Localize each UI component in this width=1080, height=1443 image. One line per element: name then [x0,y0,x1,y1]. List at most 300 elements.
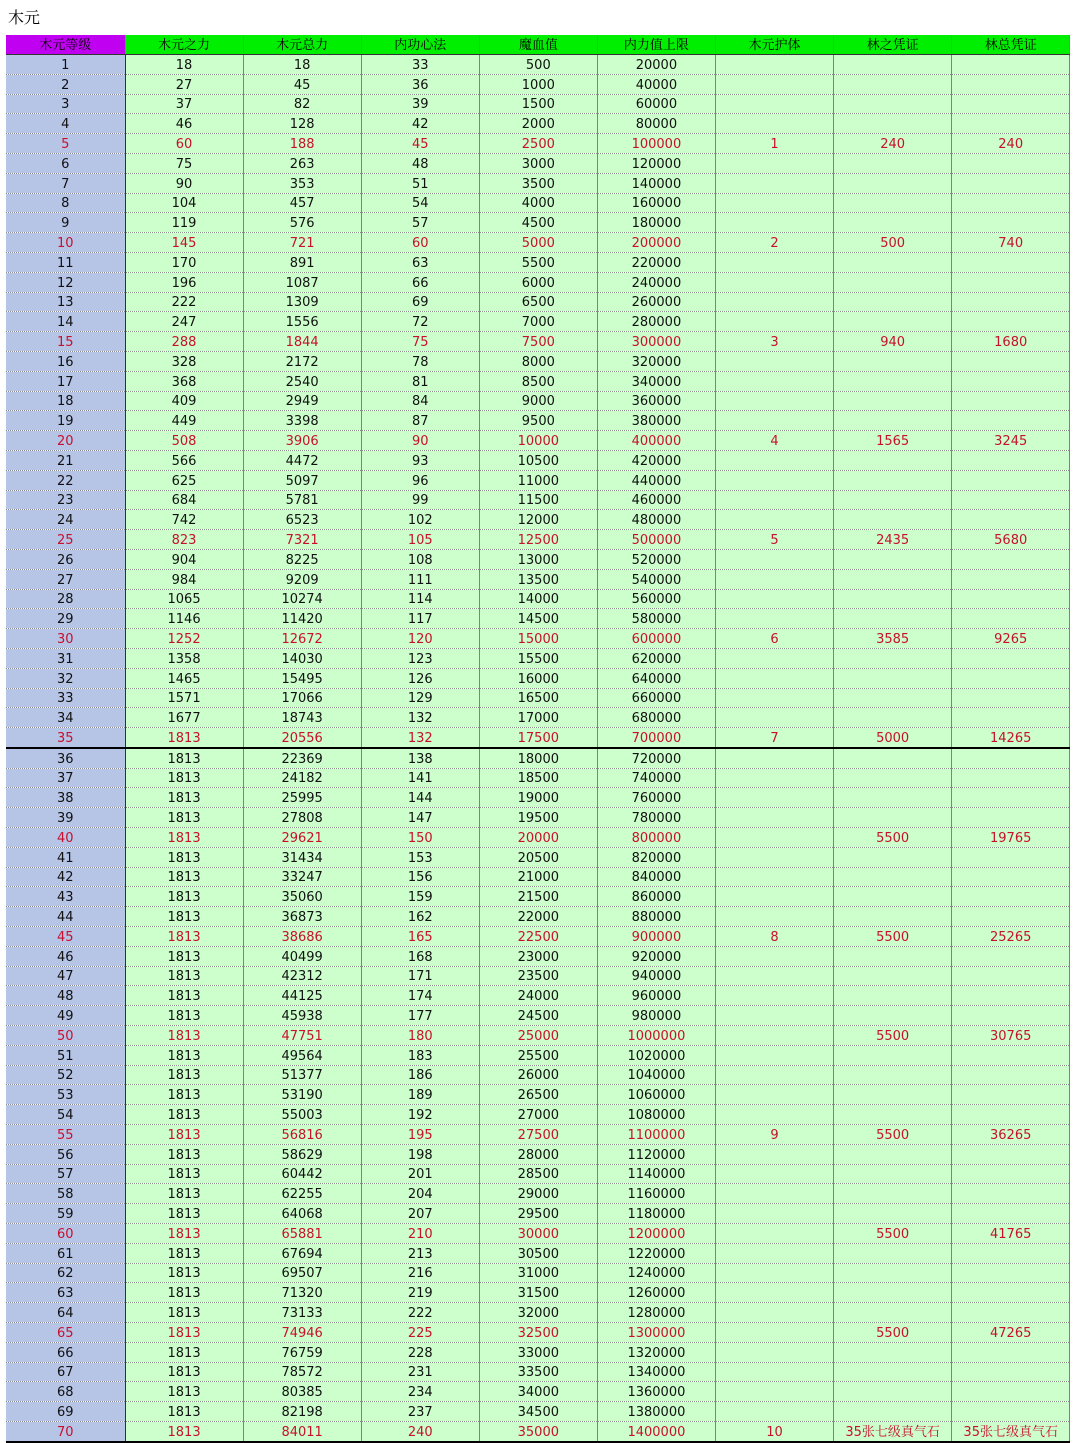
cell-level[interactable]: 16 [6,351,125,371]
cell-forest-token[interactable]: 940 [834,332,952,352]
cell-forest-total-token[interactable]: 240 [952,134,1070,154]
cell-forest-total-token[interactable]: 1680 [952,332,1070,352]
cell-blood-value[interactable]: 4500 [479,213,597,233]
cell-inner-skill[interactable]: 141 [361,768,479,788]
cell-total-power[interactable]: 263 [243,153,361,173]
cell-forest-total-token[interactable] [952,946,1070,966]
cell-forest-token[interactable] [834,94,952,114]
cell-forest-total-token[interactable] [952,55,1070,75]
cell-inner-force-max[interactable]: 1180000 [597,1204,715,1224]
cell-forest-total-token[interactable] [952,193,1070,213]
cell-forest-total-token[interactable] [952,1006,1070,1026]
cell-guard[interactable]: 7 [715,728,833,748]
cell-inner-skill[interactable]: 168 [361,946,479,966]
cell-forest-total-token[interactable]: 35张七级真气石 [952,1421,1070,1441]
cell-guard[interactable] [715,688,833,708]
cell-blood-value[interactable]: 16500 [479,688,597,708]
cell-blood-value[interactable]: 34000 [479,1382,597,1402]
cell-guard[interactable]: 6 [715,629,833,649]
cell-inner-force-max[interactable]: 1000000 [597,1026,715,1046]
cell-power[interactable]: 247 [125,312,243,332]
cell-inner-skill[interactable]: 156 [361,867,479,887]
cell-forest-total-token[interactable] [952,490,1070,510]
cell-inner-force-max[interactable]: 360000 [597,391,715,411]
cell-forest-token[interactable] [834,1362,952,1382]
cell-forest-token[interactable] [834,668,952,688]
cell-level[interactable]: 20 [6,431,125,451]
cell-level[interactable]: 23 [6,490,125,510]
cell-inner-force-max[interactable]: 420000 [597,450,715,470]
cell-total-power[interactable]: 78572 [243,1362,361,1382]
cell-forest-token[interactable] [834,490,952,510]
cell-inner-force-max[interactable]: 680000 [597,708,715,728]
cell-forest-total-token[interactable] [952,808,1070,828]
cell-forest-token[interactable] [834,510,952,530]
cell-total-power[interactable]: 10274 [243,589,361,609]
cell-forest-token[interactable] [834,391,952,411]
cell-blood-value[interactable]: 7000 [479,312,597,332]
cell-level[interactable]: 56 [6,1144,125,1164]
cell-guard[interactable] [715,1065,833,1085]
cell-power[interactable]: 1252 [125,629,243,649]
cell-forest-token[interactable] [834,589,952,609]
cell-power[interactable]: 1813 [125,1105,243,1125]
cell-total-power[interactable]: 1309 [243,292,361,312]
cell-power[interactable]: 1465 [125,668,243,688]
cell-level[interactable]: 42 [6,867,125,887]
cell-power[interactable]: 145 [125,233,243,253]
cell-forest-token[interactable] [834,351,952,371]
cell-level[interactable]: 52 [6,1065,125,1085]
cell-forest-token[interactable] [834,748,952,768]
cell-guard[interactable]: 10 [715,1421,833,1441]
cell-power[interactable]: 449 [125,411,243,431]
cell-blood-value[interactable]: 18500 [479,768,597,788]
cell-total-power[interactable]: 18743 [243,708,361,728]
cell-forest-total-token[interactable] [952,867,1070,887]
cell-forest-total-token[interactable] [952,213,1070,233]
cell-power[interactable]: 1813 [125,1164,243,1184]
cell-forest-token[interactable] [834,1243,952,1263]
cell-power[interactable]: 1813 [125,1204,243,1224]
cell-power[interactable]: 1813 [125,966,243,986]
cell-guard[interactable] [715,748,833,768]
cell-forest-token[interactable] [834,312,952,332]
cell-forest-total-token[interactable] [952,94,1070,114]
cell-forest-token[interactable] [834,213,952,233]
cell-inner-force-max[interactable]: 160000 [597,193,715,213]
cell-blood-value[interactable]: 5500 [479,252,597,272]
cell-forest-token[interactable] [834,1144,952,1164]
cell-level[interactable]: 25 [6,530,125,550]
cell-forest-total-token[interactable] [952,966,1070,986]
cell-level[interactable]: 6 [6,153,125,173]
cell-inner-skill[interactable]: 60 [361,233,479,253]
cell-forest-token[interactable] [834,153,952,173]
cell-forest-token[interactable]: 3585 [834,629,952,649]
cell-level[interactable]: 66 [6,1342,125,1362]
cell-forest-total-token[interactable] [952,173,1070,193]
cell-forest-token[interactable] [834,887,952,907]
cell-blood-value[interactable]: 9000 [479,391,597,411]
cell-forest-total-token[interactable] [952,688,1070,708]
cell-guard[interactable] [715,808,833,828]
cell-guard[interactable] [715,193,833,213]
cell-forest-token[interactable]: 500 [834,233,952,253]
cell-power[interactable]: 984 [125,569,243,589]
cell-inner-force-max[interactable]: 100000 [597,134,715,154]
cell-total-power[interactable]: 80385 [243,1382,361,1402]
cell-forest-token[interactable]: 5500 [834,1224,952,1244]
cell-inner-skill[interactable]: 228 [361,1342,479,1362]
cell-guard[interactable] [715,1243,833,1263]
cell-inner-skill[interactable]: 108 [361,549,479,569]
cell-inner-skill[interactable]: 54 [361,193,479,213]
cell-inner-skill[interactable]: 177 [361,1006,479,1026]
cell-level[interactable]: 1 [6,55,125,75]
cell-level[interactable]: 53 [6,1085,125,1105]
cell-blood-value[interactable]: 15500 [479,648,597,668]
cell-forest-total-token[interactable] [952,1402,1070,1422]
cell-guard[interactable] [715,252,833,272]
cell-inner-force-max[interactable]: 960000 [597,986,715,1006]
cell-forest-token[interactable]: 5500 [834,1125,952,1145]
cell-total-power[interactable]: 47751 [243,1026,361,1046]
cell-guard[interactable] [715,272,833,292]
cell-level[interactable]: 2 [6,74,125,94]
cell-total-power[interactable]: 3906 [243,431,361,451]
cell-blood-value[interactable]: 11000 [479,470,597,490]
cell-blood-value[interactable]: 18000 [479,748,597,768]
cell-forest-token[interactable] [834,946,952,966]
cell-power[interactable]: 1813 [125,808,243,828]
cell-power[interactable]: 1065 [125,589,243,609]
cell-power[interactable]: 90 [125,173,243,193]
cell-inner-force-max[interactable]: 620000 [597,648,715,668]
cell-forest-token[interactable] [834,966,952,986]
cell-blood-value[interactable]: 23000 [479,946,597,966]
cell-power[interactable]: 1358 [125,648,243,668]
cell-blood-value[interactable]: 10000 [479,431,597,451]
cell-total-power[interactable]: 576 [243,213,361,233]
cell-level[interactable]: 15 [6,332,125,352]
cell-blood-value[interactable]: 19000 [479,788,597,808]
cell-blood-value[interactable]: 2500 [479,134,597,154]
cell-power[interactable]: 904 [125,549,243,569]
cell-power[interactable]: 170 [125,252,243,272]
cell-blood-value[interactable]: 30000 [479,1224,597,1244]
cell-forest-token[interactable] [834,450,952,470]
cell-forest-total-token[interactable] [952,312,1070,332]
cell-forest-token[interactable] [834,907,952,927]
cell-inner-skill[interactable]: 162 [361,907,479,927]
cell-power[interactable]: 288 [125,332,243,352]
cell-inner-skill[interactable]: 66 [361,272,479,292]
cell-forest-total-token[interactable] [952,470,1070,490]
cell-total-power[interactable]: 2172 [243,351,361,371]
cell-inner-skill[interactable]: 69 [361,292,479,312]
cell-forest-total-token[interactable] [952,114,1070,134]
cell-forest-token[interactable] [834,1204,952,1224]
cell-guard[interactable] [715,1204,833,1224]
cell-forest-token[interactable] [834,292,952,312]
cell-inner-force-max[interactable]: 1200000 [597,1224,715,1244]
cell-power[interactable]: 625 [125,470,243,490]
cell-inner-skill[interactable]: 165 [361,927,479,947]
cell-forest-total-token[interactable]: 3245 [952,431,1070,451]
cell-inner-skill[interactable]: 222 [361,1303,479,1323]
cell-forest-total-token[interactable] [952,153,1070,173]
cell-inner-force-max[interactable]: 580000 [597,609,715,629]
cell-inner-force-max[interactable]: 840000 [597,867,715,887]
cell-forest-token[interactable] [834,1085,952,1105]
cell-level[interactable]: 22 [6,470,125,490]
cell-blood-value[interactable]: 24000 [479,986,597,1006]
cell-blood-value[interactable]: 16000 [479,668,597,688]
cell-blood-value[interactable]: 34500 [479,1402,597,1422]
cell-total-power[interactable]: 45938 [243,1006,361,1026]
cell-inner-skill[interactable]: 51 [361,173,479,193]
cell-forest-total-token[interactable] [952,748,1070,768]
cell-blood-value[interactable]: 22000 [479,907,597,927]
cell-power[interactable]: 1813 [125,1045,243,1065]
cell-forest-total-token[interactable] [952,351,1070,371]
cell-level[interactable]: 17 [6,371,125,391]
cell-total-power[interactable]: 40499 [243,946,361,966]
cell-power[interactable]: 1813 [125,1421,243,1441]
cell-level[interactable]: 8 [6,193,125,213]
cell-forest-total-token[interactable] [952,371,1070,391]
cell-total-power[interactable]: 25995 [243,788,361,808]
cell-forest-token[interactable] [834,470,952,490]
cell-blood-value[interactable]: 20500 [479,847,597,867]
cell-forest-token[interactable] [834,1283,952,1303]
cell-inner-force-max[interactable]: 140000 [597,173,715,193]
cell-guard[interactable] [715,1323,833,1343]
cell-inner-force-max[interactable]: 780000 [597,808,715,828]
cell-inner-force-max[interactable]: 720000 [597,748,715,768]
cell-inner-force-max[interactable]: 280000 [597,312,715,332]
cell-power[interactable]: 1813 [125,1402,243,1422]
cell-power[interactable]: 1813 [125,1323,243,1343]
cell-blood-value[interactable]: 9500 [479,411,597,431]
cell-blood-value[interactable]: 27500 [479,1125,597,1145]
cell-guard[interactable]: 2 [715,233,833,253]
cell-forest-token[interactable] [834,569,952,589]
cell-power[interactable]: 1813 [125,946,243,966]
cell-guard[interactable] [715,450,833,470]
cell-forest-total-token[interactable] [952,549,1070,569]
cell-inner-skill[interactable]: 213 [361,1243,479,1263]
cell-forest-total-token[interactable] [952,708,1070,728]
cell-blood-value[interactable]: 4000 [479,193,597,213]
cell-total-power[interactable]: 9209 [243,569,361,589]
cell-inner-force-max[interactable]: 980000 [597,1006,715,1026]
cell-guard[interactable] [715,173,833,193]
cell-guard[interactable] [715,510,833,530]
cell-total-power[interactable]: 65881 [243,1224,361,1244]
cell-inner-skill[interactable]: 57 [361,213,479,233]
cell-inner-skill[interactable]: 240 [361,1421,479,1441]
cell-forest-total-token[interactable] [952,1382,1070,1402]
cell-blood-value[interactable]: 3500 [479,173,597,193]
cell-forest-total-token[interactable] [952,569,1070,589]
cell-forest-total-token[interactable]: 19765 [952,828,1070,848]
cell-level[interactable]: 7 [6,173,125,193]
header-level[interactable]: 木元等级 [6,35,125,55]
cell-inner-force-max[interactable]: 940000 [597,966,715,986]
cell-guard[interactable]: 9 [715,1125,833,1145]
cell-forest-total-token[interactable] [952,609,1070,629]
cell-power[interactable]: 1813 [125,1224,243,1244]
cell-inner-skill[interactable]: 96 [361,470,479,490]
cell-total-power[interactable]: 353 [243,173,361,193]
cell-guard[interactable] [715,549,833,569]
cell-guard[interactable] [715,986,833,1006]
cell-guard[interactable] [715,867,833,887]
cell-blood-value[interactable]: 8500 [479,371,597,391]
cell-blood-value[interactable]: 27000 [479,1105,597,1125]
cell-total-power[interactable]: 56816 [243,1125,361,1145]
cell-power[interactable]: 742 [125,510,243,530]
cell-blood-value[interactable]: 14500 [479,609,597,629]
cell-forest-token[interactable]: 5500 [834,1323,952,1343]
cell-level[interactable]: 51 [6,1045,125,1065]
cell-guard[interactable] [715,1263,833,1283]
cell-guard[interactable] [715,668,833,688]
cell-inner-force-max[interactable]: 920000 [597,946,715,966]
cell-forest-total-token[interactable]: 47265 [952,1323,1070,1343]
cell-blood-value[interactable]: 23500 [479,966,597,986]
cell-inner-skill[interactable]: 48 [361,153,479,173]
cell-total-power[interactable]: 1087 [243,272,361,292]
cell-forest-token[interactable] [834,549,952,569]
cell-forest-token[interactable]: 5500 [834,927,952,947]
cell-guard[interactable] [715,55,833,75]
cell-level[interactable]: 43 [6,887,125,907]
cell-inner-force-max[interactable]: 1240000 [597,1263,715,1283]
cell-inner-skill[interactable]: 33 [361,55,479,75]
cell-guard[interactable] [715,213,833,233]
cell-inner-skill[interactable]: 36 [361,74,479,94]
cell-inner-skill[interactable]: 87 [361,411,479,431]
cell-level[interactable]: 60 [6,1224,125,1244]
cell-blood-value[interactable]: 25000 [479,1026,597,1046]
cell-total-power[interactable]: 82198 [243,1402,361,1422]
cell-guard[interactable] [715,1402,833,1422]
cell-power[interactable]: 1813 [125,1184,243,1204]
cell-level[interactable]: 19 [6,411,125,431]
cell-forest-token[interactable]: 2435 [834,530,952,550]
cell-total-power[interactable]: 18 [243,55,361,75]
cell-inner-force-max[interactable]: 1020000 [597,1045,715,1065]
cell-inner-force-max[interactable]: 820000 [597,847,715,867]
cell-forest-token[interactable]: 35张七级真气石 [834,1421,952,1441]
cell-inner-skill[interactable]: 198 [361,1144,479,1164]
cell-forest-token[interactable] [834,788,952,808]
cell-blood-value[interactable]: 12500 [479,530,597,550]
cell-guard[interactable]: 3 [715,332,833,352]
cell-inner-force-max[interactable]: 900000 [597,927,715,947]
cell-inner-skill[interactable]: 105 [361,530,479,550]
cell-inner-force-max[interactable]: 180000 [597,213,715,233]
cell-forest-token[interactable] [834,173,952,193]
cell-inner-skill[interactable]: 90 [361,431,479,451]
cell-inner-skill[interactable]: 174 [361,986,479,1006]
cell-forest-total-token[interactable] [952,411,1070,431]
cell-inner-force-max[interactable]: 40000 [597,74,715,94]
cell-level[interactable]: 58 [6,1184,125,1204]
cell-guard[interactable] [715,569,833,589]
cell-inner-skill[interactable]: 159 [361,887,479,907]
header-inner-skill[interactable]: 内功心法 [361,35,479,55]
cell-inner-force-max[interactable]: 740000 [597,768,715,788]
cell-blood-value[interactable]: 13000 [479,549,597,569]
cell-level[interactable]: 48 [6,986,125,1006]
cell-inner-force-max[interactable]: 1060000 [597,1085,715,1105]
cell-inner-force-max[interactable]: 500000 [597,530,715,550]
cell-blood-value[interactable]: 13500 [479,569,597,589]
cell-power[interactable]: 1813 [125,1362,243,1382]
cell-guard[interactable]: 8 [715,927,833,947]
cell-forest-total-token[interactable] [952,648,1070,668]
cell-total-power[interactable]: 1844 [243,332,361,352]
cell-inner-skill[interactable]: 207 [361,1204,479,1224]
cell-inner-force-max[interactable]: 400000 [597,431,715,451]
cell-blood-value[interactable]: 8000 [479,351,597,371]
cell-total-power[interactable]: 33247 [243,867,361,887]
cell-total-power[interactable]: 4472 [243,450,361,470]
cell-inner-skill[interactable]: 189 [361,1085,479,1105]
cell-inner-force-max[interactable]: 340000 [597,371,715,391]
cell-inner-skill[interactable]: 153 [361,847,479,867]
cell-power[interactable]: 37 [125,94,243,114]
cell-level[interactable]: 4 [6,114,125,134]
cell-blood-value[interactable]: 26500 [479,1085,597,1105]
cell-blood-value[interactable]: 500 [479,55,597,75]
cell-guard[interactable] [715,946,833,966]
cell-power[interactable]: 196 [125,272,243,292]
cell-inner-force-max[interactable]: 760000 [597,788,715,808]
cell-power[interactable]: 222 [125,292,243,312]
cell-forest-token[interactable] [834,1342,952,1362]
cell-level[interactable]: 30 [6,629,125,649]
cell-guard[interactable] [715,1045,833,1065]
cell-forest-total-token[interactable] [952,1283,1070,1303]
cell-forest-token[interactable]: 5500 [834,828,952,848]
cell-inner-skill[interactable]: 147 [361,808,479,828]
cell-forest-total-token[interactable] [952,1342,1070,1362]
cell-blood-value[interactable]: 28500 [479,1164,597,1184]
cell-level[interactable]: 27 [6,569,125,589]
cell-inner-force-max[interactable]: 880000 [597,907,715,927]
cell-level[interactable]: 44 [6,907,125,927]
cell-guard[interactable] [715,490,833,510]
cell-total-power[interactable]: 2540 [243,371,361,391]
cell-inner-skill[interactable]: 237 [361,1402,479,1422]
cell-power[interactable]: 1813 [125,887,243,907]
cell-inner-skill[interactable]: 102 [361,510,479,530]
cell-blood-value[interactable]: 22500 [479,927,597,947]
cell-forest-token[interactable] [834,74,952,94]
cell-guard[interactable] [715,1362,833,1382]
cell-forest-token[interactable] [834,1382,952,1402]
cell-total-power[interactable]: 3398 [243,411,361,431]
cell-forest-total-token[interactable]: 740 [952,233,1070,253]
cell-power[interactable]: 1571 [125,688,243,708]
cell-forest-total-token[interactable] [952,510,1070,530]
cell-inner-skill[interactable]: 183 [361,1045,479,1065]
